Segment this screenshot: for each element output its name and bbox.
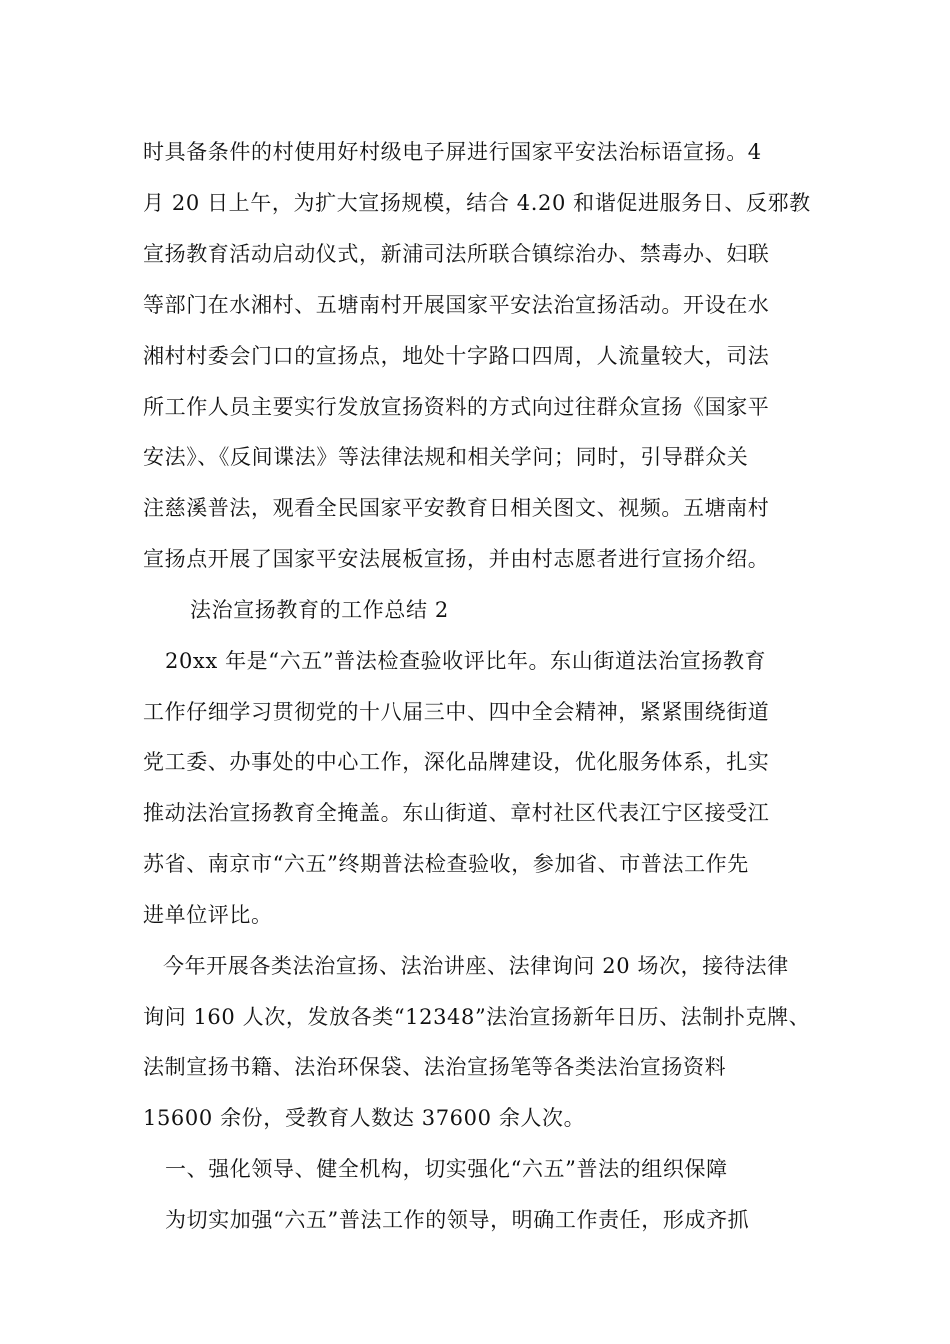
subheading-one: 一、强化领导、健全机构，切实强化“六五”普法的组织保障: [165, 1157, 728, 1181]
body-line-11: 工作仔细学习贯彻党的十八届三中、四中全会精神，紧紧围绕街道: [143, 700, 770, 724]
body-line-2: 月 20 日上午，为扩大宣扬规模，结合 4.20 和谐促进服务日、反邪教: [143, 191, 811, 215]
body-line-16: 今年开展各类法治宣扬、法治讲座、法律询问 20 场次，接待法律: [163, 954, 789, 978]
body-line-15: 进单位评比。: [143, 903, 273, 927]
body-line-1: 时具备条件的村使用好村级电子屏进行国家平安法治标语宣扬。4: [143, 140, 762, 164]
body-line-4: 等部门在水湘村、五塘南村开展国家平安法治宣扬活动。开设在水: [143, 293, 770, 317]
body-line-6: 所工作人员主要实行发放宣扬资料的方式向过往群众宣扬《国家平: [143, 395, 770, 419]
body-line-19: 15600 余份，受教育人数达 37600 余人次。: [143, 1106, 586, 1130]
body-line-18: 法制宣扬书籍、法治环保袋、法治宣扬笔等各类法治宣扬资料: [143, 1055, 727, 1079]
body-line-9: 宣扬点开展了国家平安法展板宣扬，并由村志愿者进行宣扬介绍。: [143, 547, 770, 571]
body-line-13: 推动法治宣扬教育全掩盖。东山街道、章村社区代表江宁区接受江: [143, 801, 770, 825]
body-line-10: 20xx 年是“六五”普法检查验收评比年。东山街道法治宣扬教育: [165, 649, 767, 673]
body-line-17: 询问 160 人次，发放各类“12348”法治宣扬新年日历、法制扑克牌、: [143, 1005, 811, 1029]
body-line-3: 宣扬教育活动启动仪式，新浦司法所联合镇综治办、禁毒办、妇联: [143, 242, 770, 266]
body-line-14: 苏省、南京市“六五”终期普法检查验收，参加省、市普法工作先: [143, 852, 749, 876]
section-heading: 法治宣扬教育的工作总结 2: [190, 598, 449, 622]
body-line-20: 为切实加强“六五”普法工作的领导，明确工作责任，形成齐抓: [165, 1208, 750, 1232]
body-line-5: 湘村村委会门口的宣扬点，地处十字路口四周，人流量较大，司法: [143, 344, 770, 368]
body-line-12: 党工委、办事处的中心工作，深化品牌建设，优化服务体系，扎实: [143, 750, 770, 774]
body-line-8: 注慈溪普法，观看全民国家平安教育日相关图文、视频。五塘南村: [143, 496, 770, 520]
body-line-7: 安法》、《反间谍法》等法律法规和相关学问；同时，引导群众关: [143, 445, 749, 469]
